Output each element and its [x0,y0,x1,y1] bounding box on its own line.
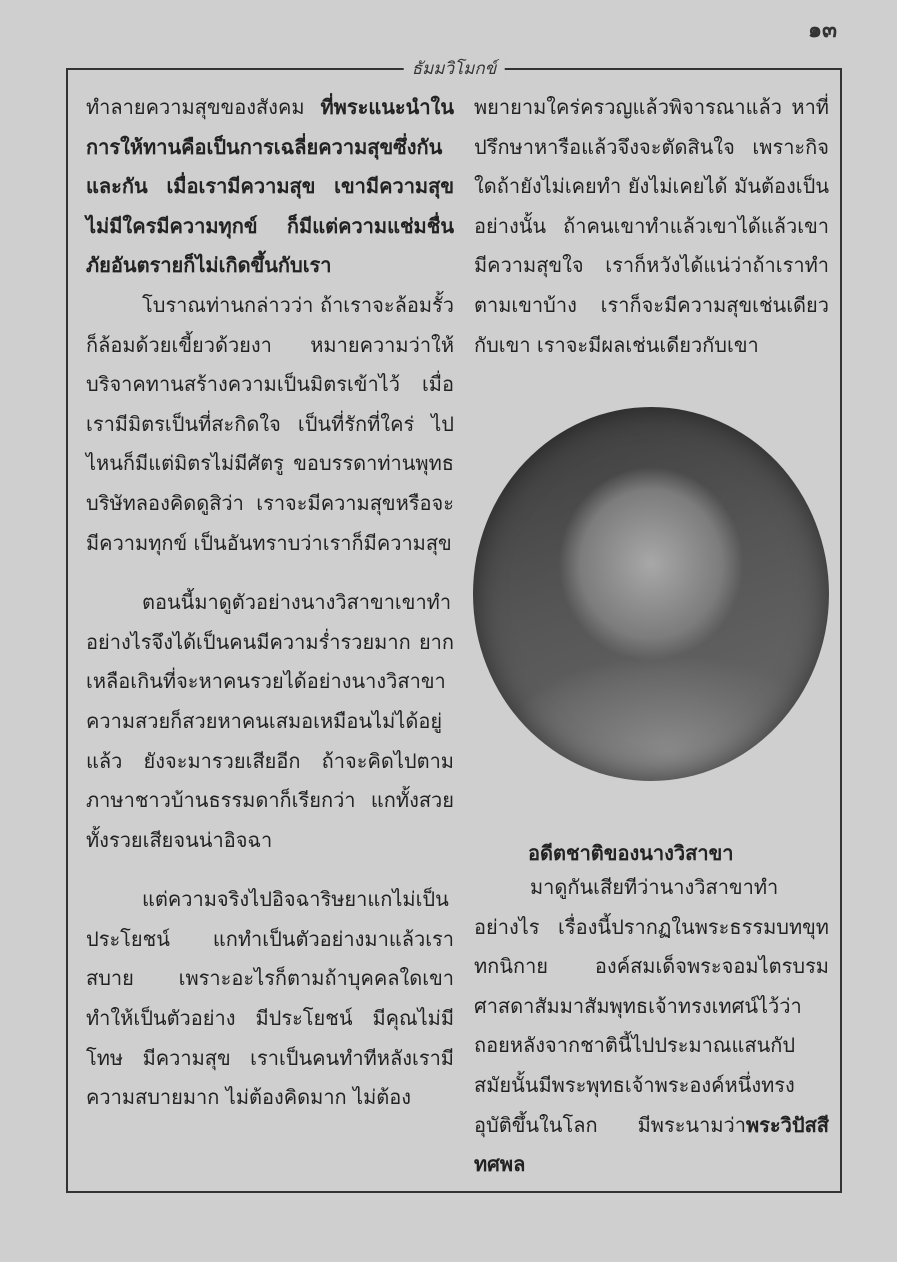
right-paragraph-1: พยายามใคร่ครวญแล้วพิจารณาแล้ว หาที่ปรึกษาหารือแล้วจึงจะตัดสินใจ เพราะกิจใดถ้ายังไม่เคยทำ ยังไม่เคยได้ มันต้องเป็นอย่างนั้น ถ้าคนเขาทำแล้วเขาได้แล้วเขามีความสุขใจ เราก็หวังได้แน่ว่าถ้าเราทำตามเขาบ้าง เราก็จะมีความสุขเช่นเดียวกับเขา เราจะมีผลเช่นเดียวกับเขา [474,95,829,357]
header-title: ธัมมวิโมกข์ [404,55,505,82]
left-paragraph-1 [86,88,454,286]
page-number: ๑๓ [807,18,837,43]
left-p1-bold: ที่พระแนะนำในการให้ทานคือเป็นการเฉลี่ยความสุขซึ่งกันและกัน เมื่อเรามีความสุข เขามีความสุข ไม่มีใครมีความทุกข์ ก็มีแต่ความแช่มชื่น ภัยอันตรายก็ไม่เกิดขึ้นกับเรา [86,95,454,278]
left-paragraph-3: ตอนนี้มาดูตัวอย่างนางวิสาขาเขาทำอย่างไรจึงได้เป็นคนมีความร่ำรวยมาก ยากเหลือเกินที่จะหาคนรวยได้อย่างนางวิสาขา ความสวยก็สวยหาคนเสมอเหมือนไม่ได้อยู่แล้ว ยังจะมารวยเสียอีก ถ้าจะคิดไปตามภาษาชาวบ้านธรรมดาก็เรียกว่า แกทั้งสวยทั้งรวยเสียจนน่าอิจฉา [86,590,454,852]
left-column [86,88,454,1118]
right-p2-normal: มาดูกันเสียทีว่านางวิสาขาทำอย่างไร เรื่องนี้ปรากฏในพระธรรมบทขุททกนิกาย องค์สมเด็จพระจอมไตรบรมศาสดาสัมมาสัมพุทธเจ้าทรงเทศน์ไว้ว่า ถอยหลังจากชาตินี้ไปประมาณแสนกัป สมัยนั้นมีพระพุทธเจ้าพระองค์หนึ่งทรงอุบัติขึ้นในโลก มีพระนามว่า [474,875,829,1137]
left-paragraph-4: แต่ความจริงไปอิจฉาริษยาแกไม่เป็นประโยชน์ แกทำเป็นตัวอย่างมาแล้วเราสบาย เพราะอะไรก็ตามถ้าบุคคลใดเขาทำให้เป็นตัวอย่าง มีประโยชน์ มีคุณไม่มีโทษ มีความสุข เราเป็นคนทำทีหลังเรามีความสบายมาก ไม่ต้องคิดมาก ไม่ต้อง [86,887,454,1110]
content-frame [66,59,842,1193]
right-column-lower [474,868,829,1185]
monk-portrait-photo [473,407,829,781]
right-column [474,88,829,365]
right-paragraph-2 [474,868,829,1185]
left-p1-normal: ทำลายความสุขของสังคม [86,95,321,119]
section-subheading: อดีตชาติของนางวิสาขา [528,841,734,865]
left-paragraph-2: โบราณท่านกล่าวว่า ถ้าเราจะล้อมรั้วก็ล้อมด้วยเขี้ยวด้วยงา หมายความว่าให้บริจาคทานสร้างความเป็นมิตรเข้าไว้ เมื่อเรามีมิตรเป็นที่สะกิดใจ เป็นที่รักที่ใคร่ ไปไหนก็มีแต่มิตรไม่มีศัตรู ขอบรรดาท่านพุทธบริษัทลองคิดดูสิว่า เราจะมีความสุขหรือจะมีความทุกข์ เป็นอันทราบว่าเราก็มีความสุข [86,292,454,555]
right-p2-bold: พระวิปัสสีทศพล [474,1112,829,1177]
